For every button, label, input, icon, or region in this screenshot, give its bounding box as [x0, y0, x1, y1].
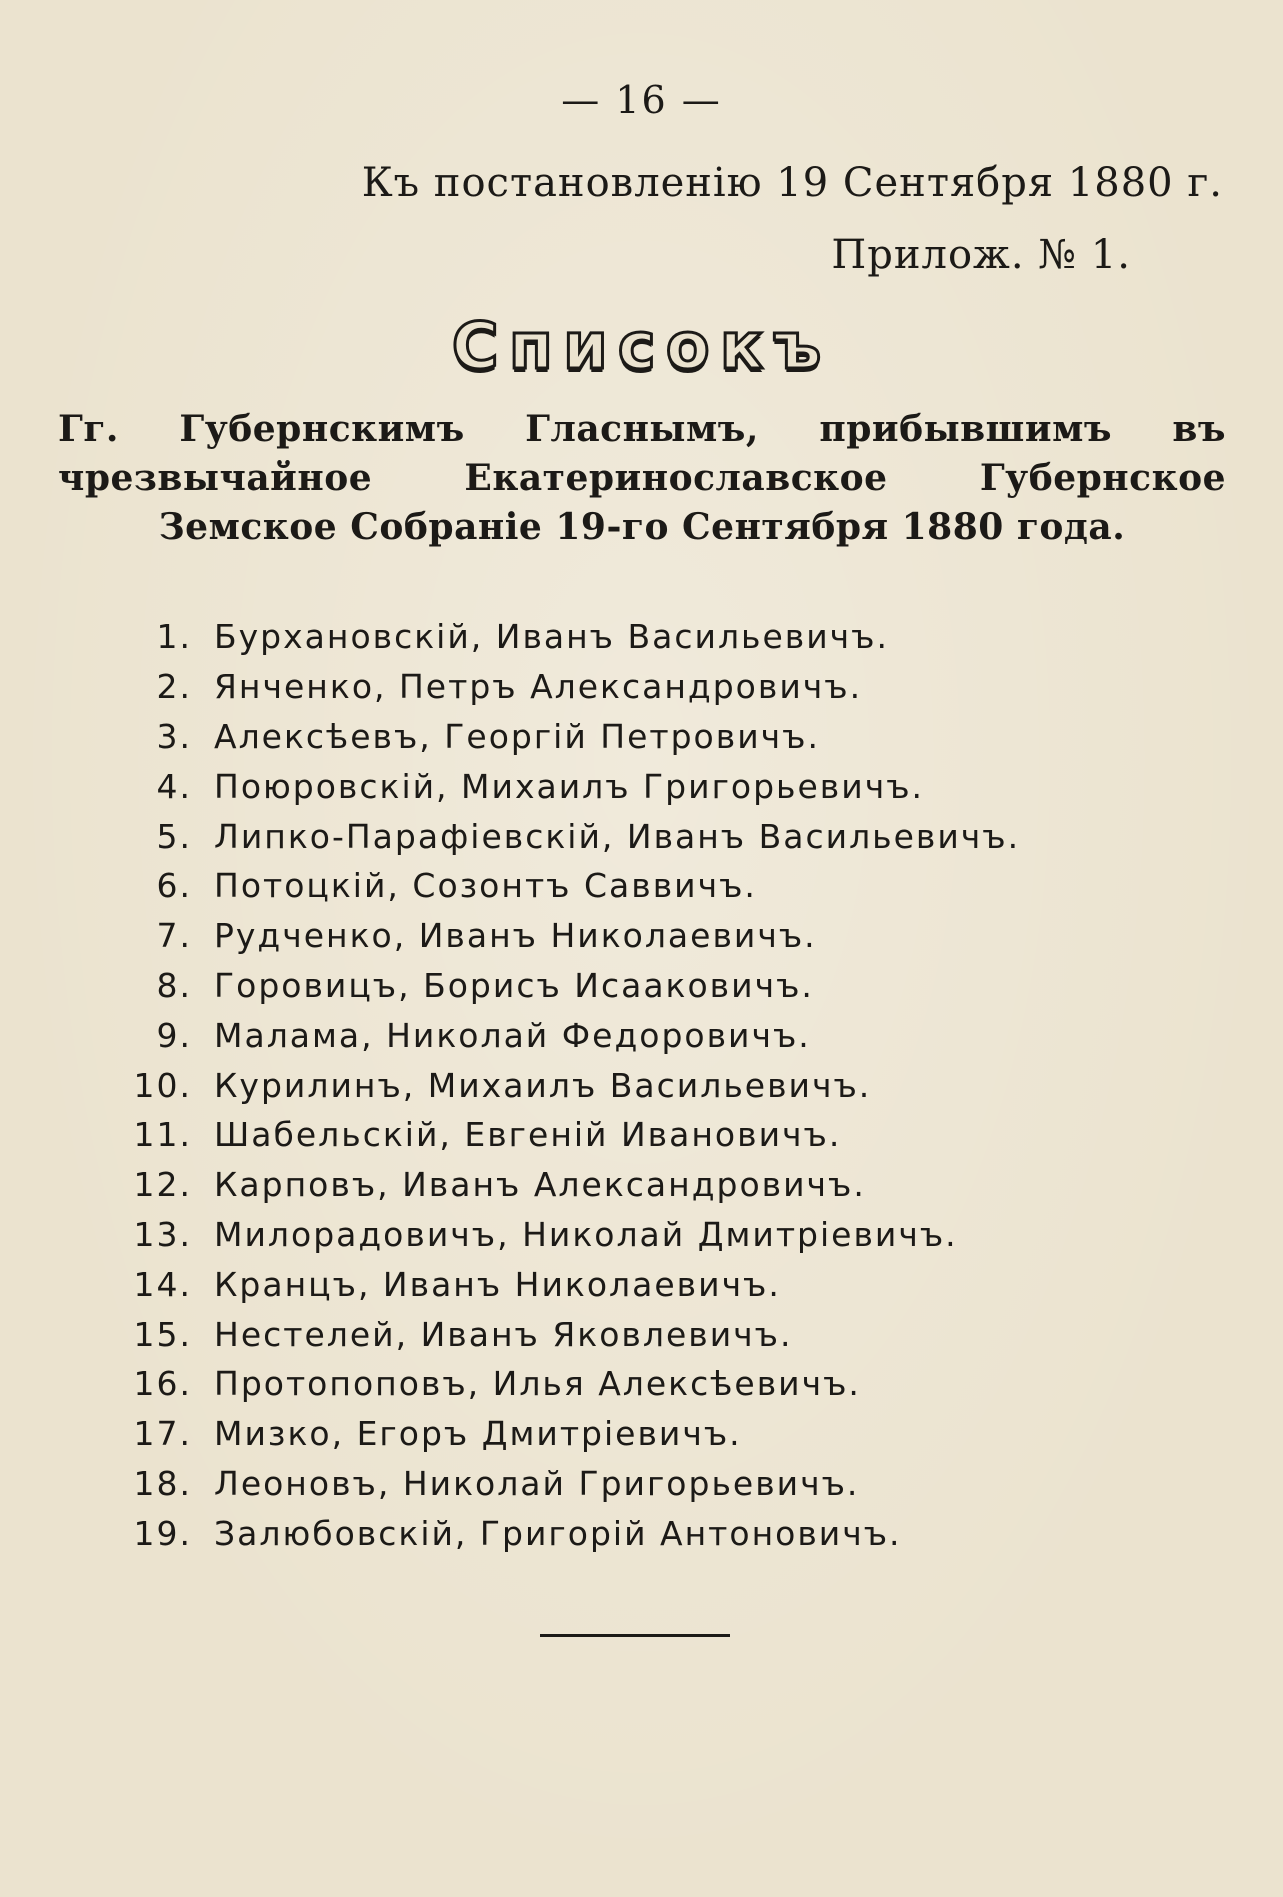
list-item	[110, 861, 1210, 911]
member-number: 14.	[133, 1264, 192, 1304]
list-item	[110, 1060, 1210, 1110]
member-number: 8.	[156, 965, 192, 1005]
member-name: Милорадовичъ, Николай Дмитріевичъ.	[214, 1214, 958, 1254]
member-name: Алексѣевъ, Георгій Петровичъ.	[214, 716, 820, 756]
member-number: 2.	[156, 667, 192, 707]
member-name: Потоцкій, Созонтъ Саввичъ.	[214, 866, 757, 906]
list-item	[110, 1309, 1210, 1359]
member-number: 18.	[133, 1463, 192, 1503]
resolution-reference: Къ постановленію 19 Сентября 1880 г.	[361, 160, 1223, 206]
list-item	[110, 1259, 1210, 1309]
list-item	[110, 1160, 1210, 1210]
list-item	[110, 1110, 1210, 1160]
member-name: Леоновъ, Николай Григорьевичъ.	[214, 1463, 860, 1503]
member-name: Рудченко, Иванъ Николаевичъ.	[214, 916, 817, 956]
member-name: Карповъ, Иванъ Александровичъ.	[214, 1165, 866, 1205]
member-number: 17.	[133, 1414, 192, 1454]
member-number: 4.	[156, 766, 192, 806]
member-name: Поюровскій, Михаилъ Григорьевичъ.	[214, 766, 924, 806]
list-item	[110, 1210, 1210, 1260]
end-divider	[540, 1634, 730, 1637]
list-item	[110, 911, 1210, 961]
member-number: 11.	[133, 1115, 192, 1155]
list-item	[110, 811, 1210, 861]
member-name: Мизко, Егоръ Дмитріевичъ.	[214, 1414, 742, 1454]
list-item	[110, 1359, 1210, 1409]
member-number: 19.	[133, 1513, 192, 1553]
list-item	[110, 1459, 1210, 1509]
member-name: Бурхановскій, Иванъ Васильевичъ.	[214, 617, 889, 657]
member-number: 1.	[156, 617, 192, 657]
member-number: 16.	[133, 1364, 192, 1404]
member-number: 10.	[133, 1065, 192, 1105]
list-item	[110, 712, 1210, 762]
member-number: 12.	[133, 1165, 192, 1205]
member-number: 6.	[156, 866, 192, 906]
list-item	[110, 1409, 1210, 1459]
list-item	[110, 961, 1210, 1011]
member-name: Шабельскій, Евгеній Ивановичъ.	[214, 1115, 842, 1155]
member-number: 9.	[156, 1015, 192, 1055]
appendix-label: Прилож. № 1.	[831, 232, 1131, 278]
member-name: Липко-Парафіевскій, Иванъ Васильевичъ.	[214, 816, 1021, 856]
document-title: Списокъ	[451, 310, 832, 384]
page-number: — 16 —	[561, 78, 722, 122]
member-number: 7.	[156, 916, 192, 956]
member-name: Протопоповъ, Илья Алексѣевичъ.	[214, 1364, 861, 1404]
member-number: 13.	[133, 1214, 192, 1254]
member-name: Горовицъ, Борисъ Исааковичъ.	[214, 965, 814, 1005]
member-name: Курилинъ, Михаилъ Васильевичъ.	[214, 1065, 872, 1105]
list-item	[110, 662, 1210, 712]
member-name: Янченко, Петръ Александровичъ.	[214, 667, 863, 707]
member-name: Кранцъ, Иванъ Николаевичъ.	[214, 1264, 781, 1304]
list-item	[110, 1508, 1210, 1558]
document-subtitle: Гг. Губернскимъ Гласнымъ, прибывшимъ въ чрезвычайное Екатеринославское Губернское Земское Собраніе 19-го Сентября 1880 года.	[58, 408, 1226, 548]
list-item	[110, 761, 1210, 811]
member-number: 15.	[133, 1314, 192, 1354]
member-number: 5.	[156, 816, 192, 856]
members-list	[110, 612, 1210, 1558]
list-item	[110, 1010, 1210, 1060]
list-item	[110, 612, 1210, 662]
member-number: 3.	[156, 716, 192, 756]
member-name: Залюбовскій, Григорій Антоновичъ.	[214, 1513, 902, 1553]
member-name: Нестелей, Иванъ Яковлевичъ.	[214, 1314, 793, 1354]
member-name: Малама, Николай Федоровичъ.	[214, 1015, 811, 1055]
